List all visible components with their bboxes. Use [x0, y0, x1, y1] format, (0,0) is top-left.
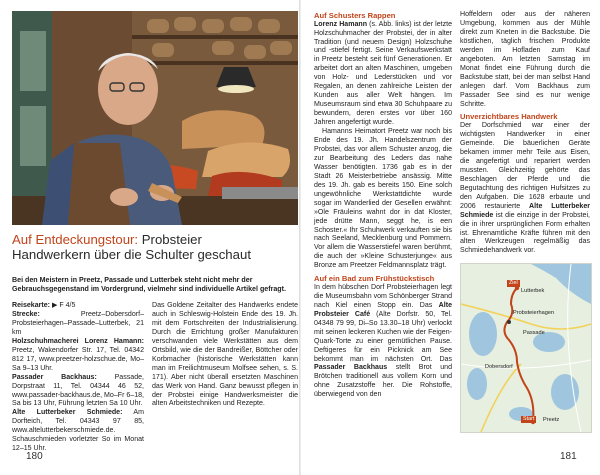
- map-start-marker: Start: [523, 416, 535, 422]
- body-column-2: [460, 11, 590, 256]
- paragraph-hamann: Lorenz Hamann (s. Abb. links) ist der letzte Holzschuhmacher der Probstei, der in alter Tradition (und neuem Design) Holzschuhe und -stiefel fertigt. Seine Verkaufswerkstatt in Preetz besteht seit fünf Generationen. Er arbeitet dort an alten Maschinen, umgeben von Holz- und Lederstücken und vor Regalen, an denen zahlreiche Leisten der Kunden aus aller Welt hängen. Im Museumsraum sind etwa 30 Schuhpaare zu bewundern, deren erstes vor über 160 Jahren angefertigt wurde.: [314, 20, 453, 127]
- map-ziel-marker: Ziel: [509, 280, 518, 286]
- info-route: Strecke: Preetz–Dobersdorf–Probsteierhagen–Passade–Lutterbek, 21 km: [12, 310, 144, 336]
- intro-paragraph: Das Goldene Zeitalter des Handwerks endete auch in Schleswig-Holstein Ende des 19. Jh. mit dem Fortschreiten der Industrialisierung. Durch die Errichtung großer Manufakturen verschwanden viele Werkstätten aus dem Ortsbild, wie die der Bandreißer, Böttcher oder Korbmacher (historische Werkstätten kann man im Freilichtmuseum Molfsee sehen, s. S. 171). Aber nicht überall ersetzten Maschinen das Werk von Hand. Ganz bewusst pflegen in der Probstei einige Handwerksmeister die alten Arbeitstechniken und Rezepte.: [152, 302, 298, 408]
- headline-line2: Handwerkern über die Schulter geschaut: [12, 247, 251, 262]
- info-column: [12, 302, 144, 454]
- book-spine: [299, 0, 301, 475]
- info-map: Reisekarte: ▶ F 4/5: [12, 302, 76, 309]
- section-heading-handwerk: Unverzichtbares Handwerk: [460, 112, 558, 122]
- map-label-probsteierhagen: Probsteierhagen: [513, 310, 555, 316]
- intro-column: [152, 302, 298, 409]
- map-label-dobersdorf: Dobersdorf: [485, 364, 513, 370]
- page-number-left: 180: [26, 451, 43, 462]
- paragraph-preetz: Hamanns Heimatort Preetz war noch bis Ende des 19. Jh. Handelszentrum der Probstei, das vor allem Schuster anzog, die zur Bearbeitung des Leders das nahe Wasser benötigten. 1736 gab es in der Stadt 26 Meisterbetriebe ansässig. Mitte des 19. Jh. gab es bereits 150. Eine solch ungewöhnliche Werkstattdichte wurde sogar im Wanderlied der Gesellen erwähnt: »Ole Fräuleins wahnt dor in dat Kloster, jede drütte Mann, seggt he, is een Schoster.« Ihr Schuhwerk verkauften sie bis nach Seeland, Mecklenburg und Pommern. Vor allem die Wasserstiefel waren berühmt, die auch der »Kleine Schusterjunge« aus Bronze am Preetzer Feldmannsplatz trägt.: [314, 128, 452, 270]
- headline-rest: Probsteier: [141, 232, 202, 247]
- article-headline: [12, 232, 298, 262]
- body-column-1: [314, 11, 452, 400]
- map-label-passade: Passade: [523, 330, 545, 336]
- article-deck: Bei den Meistern in Preetz, Passade und Lutterbek steht nicht mehr der Gebrauchsgegenstand im Vordergrund, vielmehr sind individuelle Artikel gefragt.: [12, 276, 286, 294]
- map-label-lutterbek: Lutterbek: [521, 288, 545, 294]
- info-backhaus: Passader Backhaus: Passade, Dorpstraat 11, Tel. 04344 46 52, www.passader-backhaus.de, Mo–Fr 6–18, Sa bis 13 Uhr, Führung letzten Sa 10 Uhr.: [12, 373, 145, 408]
- section-heading-fruehstueck: Auf ein Bad zum Frühstückstisch: [314, 274, 435, 284]
- route-map: [460, 263, 592, 433]
- headline-lead: Auf Entdeckungstour:: [12, 232, 139, 247]
- page-number-right: 181: [560, 451, 577, 462]
- paragraph-schmied: Der Dorfschmied war einer der wichtigsten Handwerker in einer Gemeinde. Die bäuerlichen Geräte bekamen immer mehr Teile aus Eisen, die angefertigt und repariert werden mussten. Gleichzeitig gehörte das Beschlagen der Pferde und die Begutachtung des richtigen Hufsitzes zu den Aufgaben. Die 1628 erbaute und 2006 restaurierte Alte Lutterbeker Schmiede ist die einzige in der Probstei, die in ihrer ursprünglichen Form erhalten ist. Ehrenamtliche Kräfte führen mit den alten Werkzeugen regelmäßig das Schmiedehandwerk vor.: [460, 122, 590, 255]
- photo-shoemaker: [12, 11, 298, 225]
- paragraph-backhaus: Hoffeldern oder aus der näheren Umgebung, kommen aus der Mühle direkt zum Kneten in die Backstube. Die köstlichen, täglich frischen Produkte werden im Hofladen zum Kauf angeboten. Am letzten Samstag im Monat findet eine Führung durch die Backstube statt, bei der man selbst Hand anlegen darf. Vom Backhaus zum Passader See sind es nur wenige Schritte.: [460, 11, 590, 108]
- info-schmiede: Alte Lutterbeker Schmiede: Am Dorfteich, Tel. 04343 97 85, www.altelutterbekerschmiede.de. Schauschmieden vorletzter So im Monat 12–15 Uhr.: [12, 409, 144, 453]
- section-heading-schuster: Auf Schusters Rappen: [314, 11, 396, 20]
- info-hamann: Holzschuhmacherei Lorenz Hamann: Preetz, Wakendorfer Str. 17, Tel. 04342 812 17, www.preetzer-holzschue.de, Mo–Sa 9–13 Uhr.: [12, 337, 144, 372]
- map-label-preetz: Preetz: [543, 417, 560, 423]
- paragraph-probsteierhagen: In dem hübschen Dorf Probsteierhagen legt die Museumsbahn vom Schönberger Strand nach Kiel einen Stopp ein. Das Alte Probsteier Café (Alte Dorfstr. 50, Tel. 04348 79 99, Di–So 13.30–18 Uhr) verlockt mit seinen leckeren Kuchen wie der Feigen-Quark-Torte zu einer gemütlichen Pause. Deftigeres für ein Picknick am See bekommt man im nächsten Ort. Das Passader Backhaus stellt Brot und Brötchen traditionell aus vollem Korn und ohne Zusatzstoffe her. Die Rohstoffe, überwiegend von den: [314, 283, 452, 399]
